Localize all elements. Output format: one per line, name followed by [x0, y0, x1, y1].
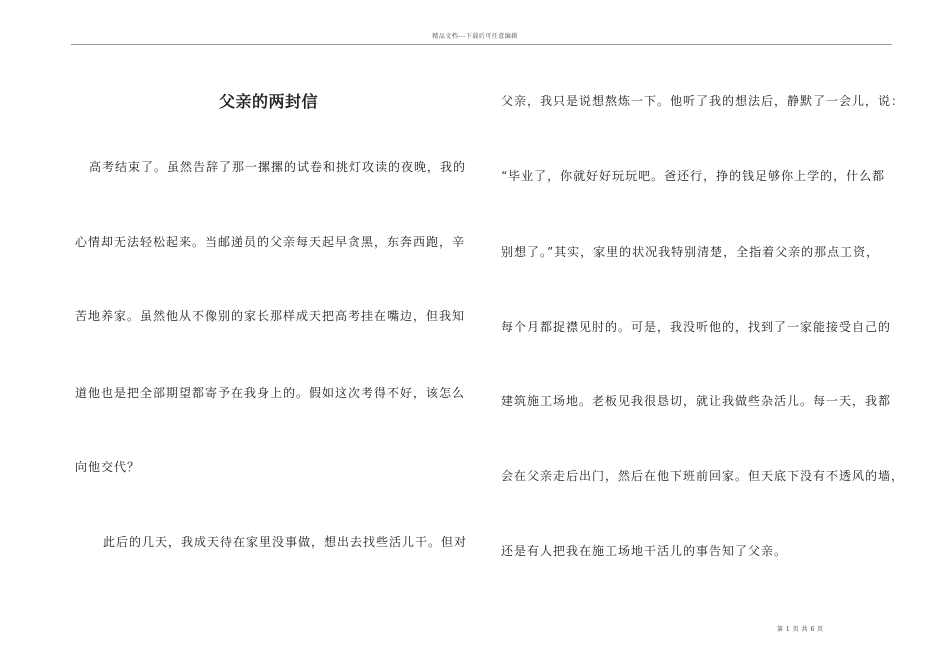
text-line: 向他交代？ [75, 460, 141, 474]
header-divider [71, 44, 892, 45]
text-line: 别想了。”其实，家里的状况我特别清楚，全指着父亲的那点工资， [501, 245, 880, 259]
text-line: 每个月都捉襟见肘的。可是，我没听他的，找到了一家能接受自己的 [501, 320, 892, 334]
text-line [75, 533, 467, 550]
text-line: 道他也是把全部期望都寄予在我身上的。假如这次考得不好，该怎么 [75, 386, 466, 400]
text-line [75, 158, 466, 175]
page-header: 精品文档---下载后可任意编辑 [432, 33, 518, 40]
text-line: 会在父亲走后出门，然后在他下班前回家。但天底下没有不透风的墙， [501, 469, 905, 483]
page-number: 第 1 页 共 6 页 [777, 626, 824, 633]
text-line: 建筑施工场地。老板见我很恳切，就让我做些杂活儿。每一天，我都 [501, 394, 892, 408]
document-title: 父亲的两封信 [218, 92, 318, 111]
paragraph-first-line: 此后的几天，我成天待在家里没事做，想出去找些活儿干。但对 [103, 535, 468, 549]
text-line: 还是有人把我在施工场地干活儿的事告知了父亲。 [501, 544, 788, 558]
text-line: 心情却无法轻松起来。当邮递员的父亲每天起早贪黑，东奔西跑，辛 [75, 235, 466, 249]
text-line: 苦地养家。虽然他从不像别的家长那样成天把高考挂在嘴边，但我知 [75, 309, 466, 323]
text-line: “毕业了，你就好好玩玩吧。爸还行，挣的钱足够你上学的，什么都 [501, 169, 886, 183]
text-line: 父亲，我只是说想熬炼一下。他听了我的想法后，静默了一会儿，说： [501, 94, 905, 108]
paragraph-first-line: 高考结束了。虽然告辞了那一摞摞的试卷和挑灯攻读的夜晚，我的 [89, 160, 467, 174]
